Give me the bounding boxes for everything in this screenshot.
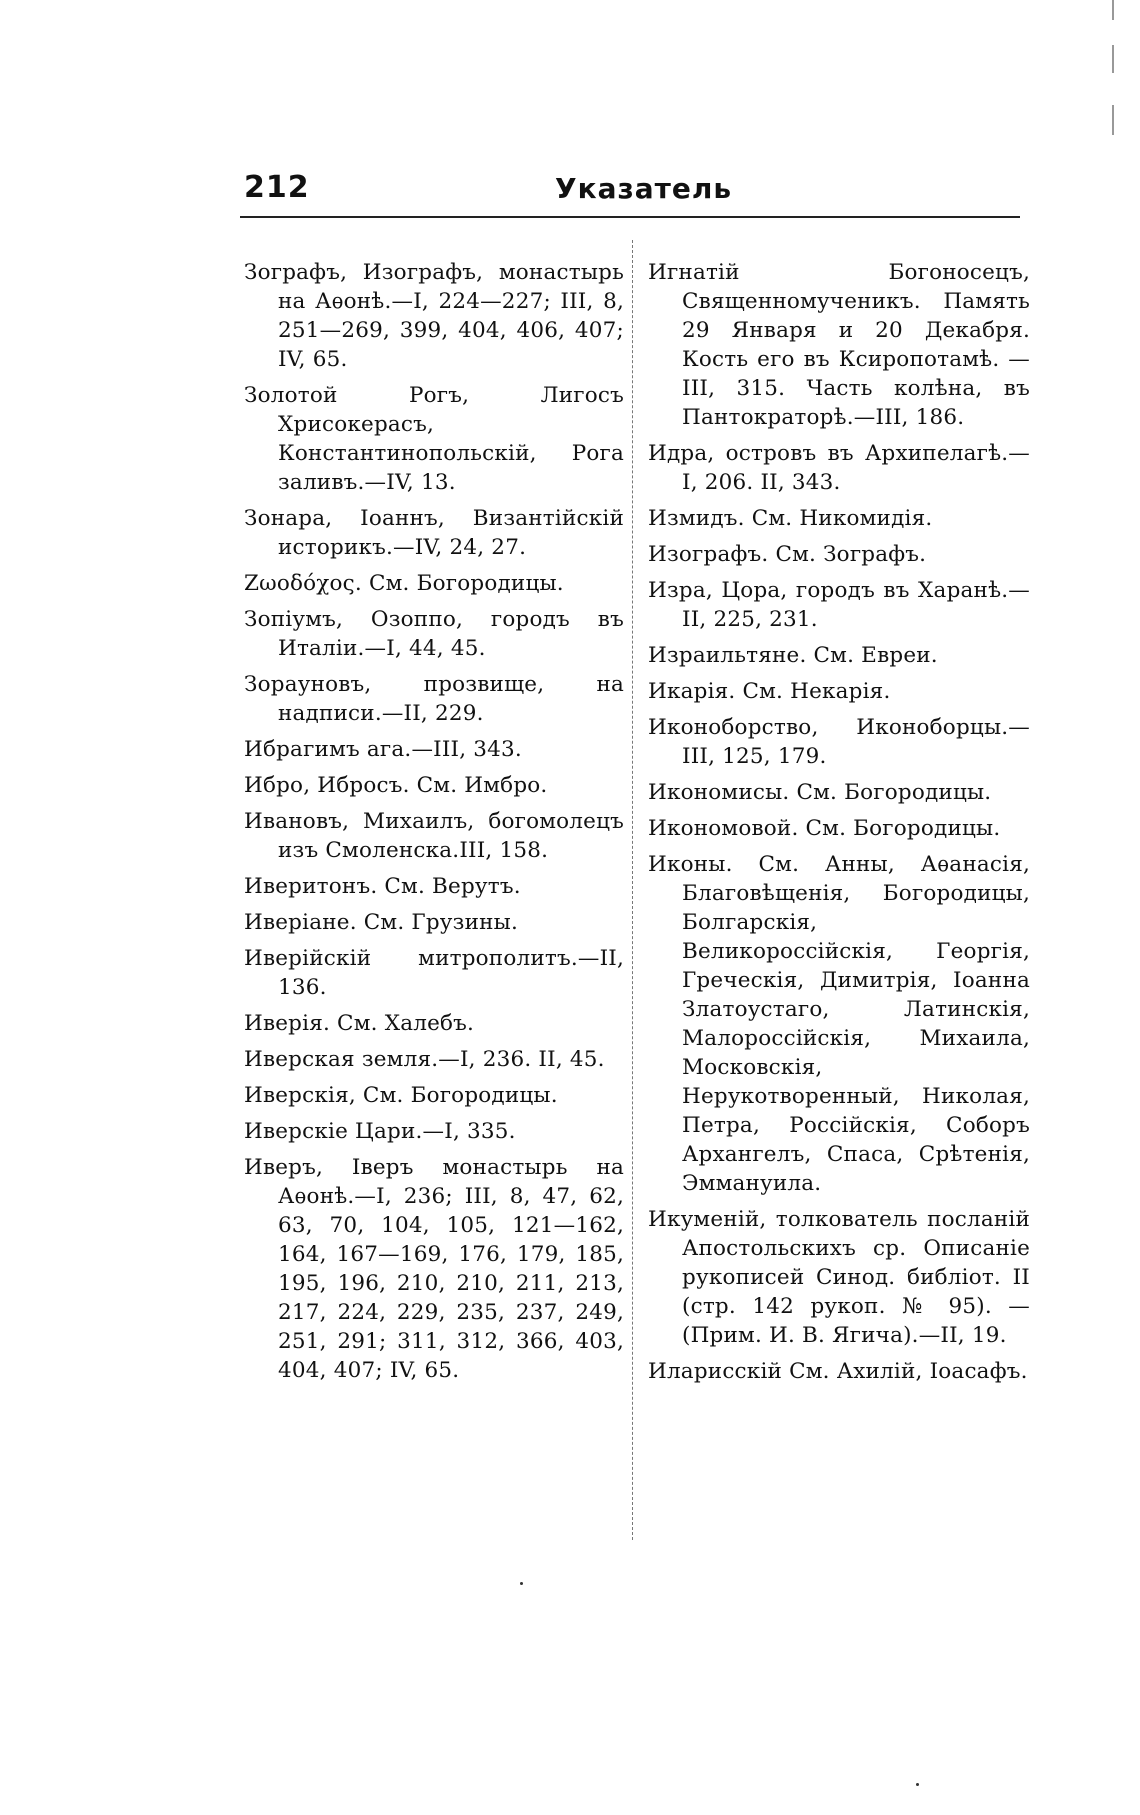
index-entry: Иверская земля.—I, 236. II, 45. bbox=[244, 1047, 605, 1072]
index-entry: Золотой Рогъ, Лигосъ Хрисокерасъ, Константинопольскій, Рога заливъ.—IV, 13. bbox=[244, 383, 624, 495]
index-entry: Иконы. См. Анны, Аѳанасія, Благовѣщенія, Богородицы, Болгарскія, Великороссійскія, Георгія, Греческія, Димитрія, Іоанна Златоустаго, Латинскія, Малороссійскія, Михаила, Московскія, Нерукотворенный, Николая, Петра, Россійскія, Соборъ Архангелъ, Спаса, Срѣтенія, Эммануила. bbox=[648, 852, 1030, 1196]
index-column-right bbox=[648, 258, 1030, 1393]
index-entry: Икономовой. См. Богородицы. bbox=[648, 816, 1001, 841]
index-entry: Иверскія, См. Богородицы. bbox=[244, 1083, 558, 1108]
index-entry: Иверъ, Іверъ монастырь на Аѳонѣ.—I, 236; III, 8, 47, 62, 63, 70, 104, 105, 121—162, 164, 167—169, 176, 179, 185, 195, 196, 210, 210, 211, 213, 217, 224, 229, 235, 237, 249, 251, 291; 311, 312, 366, 403, 404, 407; IV, 65. bbox=[244, 1155, 624, 1383]
index-entry: Зонара, Іоаннъ, Византійскій историкъ.—IV, 24, 27. bbox=[244, 506, 624, 560]
index-entry: Зографъ, Изографъ, монастырь на Аѳонѣ.—I, 224—227; III, 8, 251—269, 399, 404, 406, 407; IV, 65. bbox=[244, 260, 624, 372]
index-entry: Зопіумъ, Озоппо, городъ въ Италіи.—I, 44, 45. bbox=[244, 607, 624, 661]
page-number: 212 bbox=[244, 170, 310, 205]
header-rule bbox=[240, 216, 1020, 218]
print-speck bbox=[916, 1783, 919, 1786]
index-entry: Игнатій Богоносецъ, Священномученикъ. Память 29 Января и 20 Декабря. Кость его въ Ксиропотамѣ. — III, 315. Часть колѣна, въ Пантократорѣ.—III, 186. bbox=[648, 260, 1030, 430]
index-entry: Зорауновъ, прозвище, на надписи.—II, 229. bbox=[244, 672, 624, 726]
index-entry: Иверійскій митрополитъ.—II, 136. bbox=[244, 946, 624, 1000]
index-entry: Ивановъ, Михаилъ, богомолецъ изъ Смоленска.III, 158. bbox=[244, 809, 624, 863]
index-entry: Ибро, Ибросъ. См. Имбро. bbox=[244, 773, 548, 798]
index-entry: Ибрагимъ ага.—III, 343. bbox=[244, 737, 522, 762]
index-entry: Иверія. См. Халебъ. bbox=[244, 1011, 475, 1036]
margin-mark bbox=[1112, 45, 1114, 73]
index-entry: Икуменій, толкователь посланій Апостольскихъ ср. Описаніе рукописей Синод. библіот. II (стр. 142 рукоп. № 95). — (Прим. И. В. Ягича).—II, 19. bbox=[648, 1207, 1030, 1348]
margin-mark bbox=[1112, 0, 1114, 20]
index-entry: Идра, островъ въ Архипелагѣ.—I, 206. II, 343. bbox=[648, 441, 1030, 495]
page-title: Указатель bbox=[555, 172, 733, 205]
index-entry: Ζωοδόχος. См. Богородицы. bbox=[244, 571, 564, 596]
index-entry: Иверіане. См. Грузины. bbox=[244, 910, 518, 935]
margin-mark bbox=[1112, 105, 1114, 135]
index-entry: Изографъ. См. Зографъ. bbox=[648, 542, 927, 567]
index-entry: Измидъ. См. Никомидія. bbox=[648, 506, 933, 531]
index-entry: Икономисы. См. Богородицы. bbox=[648, 780, 992, 805]
index-entry: Иверитонъ. См. Верутъ. bbox=[244, 874, 521, 899]
index-column-left bbox=[244, 258, 624, 1392]
index-entry: Иларисскій См. Ахилій, Іоасафъ. bbox=[648, 1359, 1028, 1384]
column-divider bbox=[632, 240, 633, 1540]
index-entry: Иверскіе Цари.—I, 335. bbox=[244, 1119, 516, 1144]
index-entry: Израильтяне. См. Евреи. bbox=[648, 643, 938, 668]
print-speck bbox=[520, 1582, 523, 1585]
index-entry: Иконоборство, Иконоборцы.—III, 125, 179. bbox=[648, 715, 1030, 769]
index-entry: Изра, Цора, городъ въ Харанѣ.—II, 225, 231. bbox=[648, 578, 1030, 632]
index-entry: Икарія. См. Некарія. bbox=[648, 679, 891, 704]
